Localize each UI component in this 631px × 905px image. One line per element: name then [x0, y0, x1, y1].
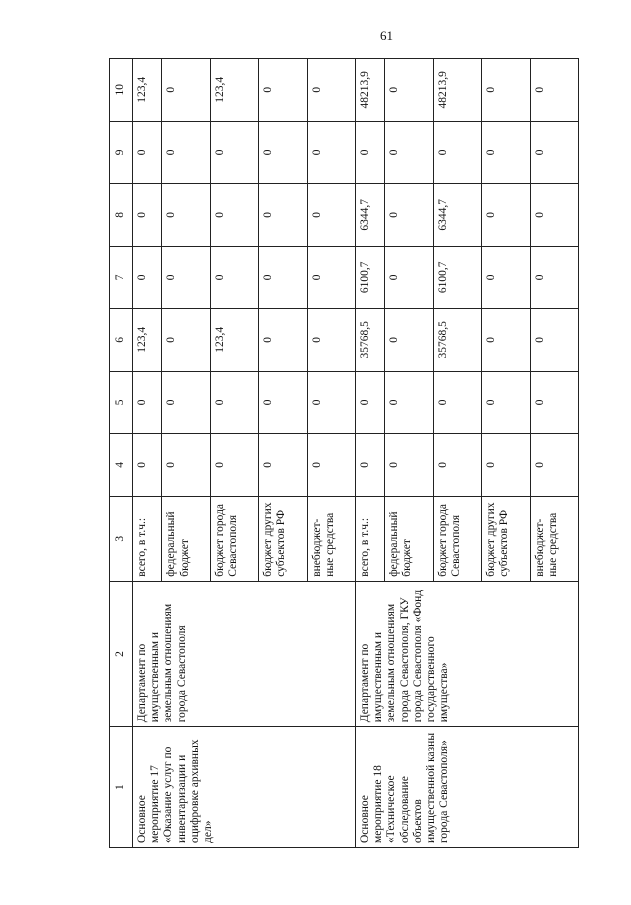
value-cell: 0 — [433, 121, 481, 184]
value-cell: 0 — [162, 59, 210, 122]
value-cell: 0 — [162, 434, 210, 497]
budget-table — [109, 58, 579, 848]
value-cell: 0 — [355, 434, 384, 497]
source-cell: бюджет других субъектов РФ — [259, 496, 307, 581]
value-cell: 123,4 — [210, 59, 258, 122]
value-cell: 0 — [355, 371, 384, 434]
value-cell: 0 — [482, 371, 530, 434]
value-cell: 0 — [307, 371, 355, 434]
value-cell: 0 — [307, 246, 355, 309]
value-cell: 0 — [259, 309, 307, 372]
source-cell: бюджет города Севастополя — [210, 496, 258, 581]
activity-cell: Основное мероприятие 18 «Техническое обследование объектов имущественной казны города Севастополя» — [355, 727, 578, 848]
value-cell: 0 — [259, 434, 307, 497]
column-header: 2 — [110, 581, 133, 727]
column-header: 3 — [110, 496, 133, 581]
source-cell: федеральный бюджет — [162, 496, 210, 581]
value-cell: 0 — [385, 246, 433, 309]
value-cell: 35768,5 — [433, 309, 481, 372]
column-header: 10 — [110, 59, 133, 122]
value-cell: 6344,7 — [355, 184, 384, 247]
value-cell: 0 — [259, 184, 307, 247]
value-cell: 0 — [307, 434, 355, 497]
source-cell: бюджет города Севастополя — [433, 496, 481, 581]
value-cell: 0 — [355, 121, 384, 184]
value-cell: 0 — [433, 371, 481, 434]
value-cell: 0 — [307, 184, 355, 247]
value-cell: 0 — [385, 59, 433, 122]
value-cell: 0 — [482, 246, 530, 309]
value-cell: 123,4 — [210, 309, 258, 372]
value-cell: 0 — [210, 184, 258, 247]
table-row — [355, 59, 384, 848]
value-cell: 6100,7 — [355, 246, 384, 309]
table-row — [133, 59, 162, 848]
value-cell: 0 — [307, 59, 355, 122]
value-cell: 0 — [482, 59, 530, 122]
value-cell: 0 — [307, 309, 355, 372]
value-cell: 0 — [530, 121, 578, 184]
value-cell: 0 — [162, 309, 210, 372]
value-cell: 0 — [210, 434, 258, 497]
value-cell: 0 — [482, 121, 530, 184]
executor-cell: Департамент по имущественным и земельным отношениям города Севастополя, ГКУ города Севастополя «Фонд государственного имущества» — [355, 581, 578, 727]
value-cell: 0 — [530, 434, 578, 497]
source-cell: федеральный бюджет — [385, 496, 433, 581]
value-cell: 0 — [133, 184, 162, 247]
value-cell: 0 — [133, 371, 162, 434]
value-cell: 0 — [259, 246, 307, 309]
value-cell: 0 — [530, 246, 578, 309]
source-cell: всего, в т.ч.: — [133, 496, 162, 581]
activity-cell: Основное мероприятие 17 «Оказание услуг по инвентаризации и оцифровке архивных дел» — [133, 727, 356, 848]
value-cell: 0 — [133, 121, 162, 184]
header-row — [110, 59, 133, 848]
column-header: 5 — [110, 371, 133, 434]
value-cell: 35768,5 — [355, 309, 384, 372]
value-cell: 123,4 — [133, 59, 162, 122]
value-cell: 0 — [385, 121, 433, 184]
executor-cell: Департамент по имущественным и земельным отношениям города Севастополя — [133, 581, 356, 727]
value-cell: 0 — [133, 246, 162, 309]
value-cell: 0 — [482, 184, 530, 247]
value-cell: 0 — [259, 59, 307, 122]
value-cell: 0 — [162, 184, 210, 247]
value-cell: 0 — [385, 184, 433, 247]
value-cell: 48213,9 — [433, 59, 481, 122]
value-cell: 0 — [385, 309, 433, 372]
column-header: 8 — [110, 184, 133, 247]
value-cell: 0 — [259, 371, 307, 434]
value-cell: 6344,7 — [433, 184, 481, 247]
value-cell: 0 — [482, 309, 530, 372]
value-cell: 0 — [210, 371, 258, 434]
column-header: 9 — [110, 121, 133, 184]
source-cell: бюджет других субъектов РФ — [482, 496, 530, 581]
value-cell: 6100,7 — [433, 246, 481, 309]
value-cell: 0 — [162, 371, 210, 434]
value-cell: 0 — [482, 434, 530, 497]
value-cell: 0 — [210, 121, 258, 184]
column-header: 6 — [110, 309, 133, 372]
value-cell: 0 — [133, 434, 162, 497]
value-cell: 0 — [307, 121, 355, 184]
value-cell: 0 — [385, 434, 433, 497]
value-cell: 0 — [259, 121, 307, 184]
value-cell: 0 — [162, 246, 210, 309]
rotated-table-container — [109, 58, 579, 848]
value-cell: 0 — [530, 309, 578, 372]
source-cell: всего, в т.ч.: — [355, 496, 384, 581]
value-cell: 0 — [530, 184, 578, 247]
value-cell: 0 — [530, 371, 578, 434]
value-cell: 0 — [530, 59, 578, 122]
source-cell: внебюджет-ные средства — [530, 496, 578, 581]
column-header: 4 — [110, 434, 133, 497]
value-cell: 0 — [385, 371, 433, 434]
source-cell: внебюджет-ные средства — [307, 496, 355, 581]
page-number: 61 — [380, 28, 393, 43]
value-cell: 0 — [162, 121, 210, 184]
column-header: 1 — [110, 727, 133, 848]
value-cell: 48213,9 — [355, 59, 384, 122]
value-cell: 123,4 — [133, 309, 162, 372]
value-cell: 0 — [433, 434, 481, 497]
value-cell: 0 — [210, 246, 258, 309]
column-header: 7 — [110, 246, 133, 309]
